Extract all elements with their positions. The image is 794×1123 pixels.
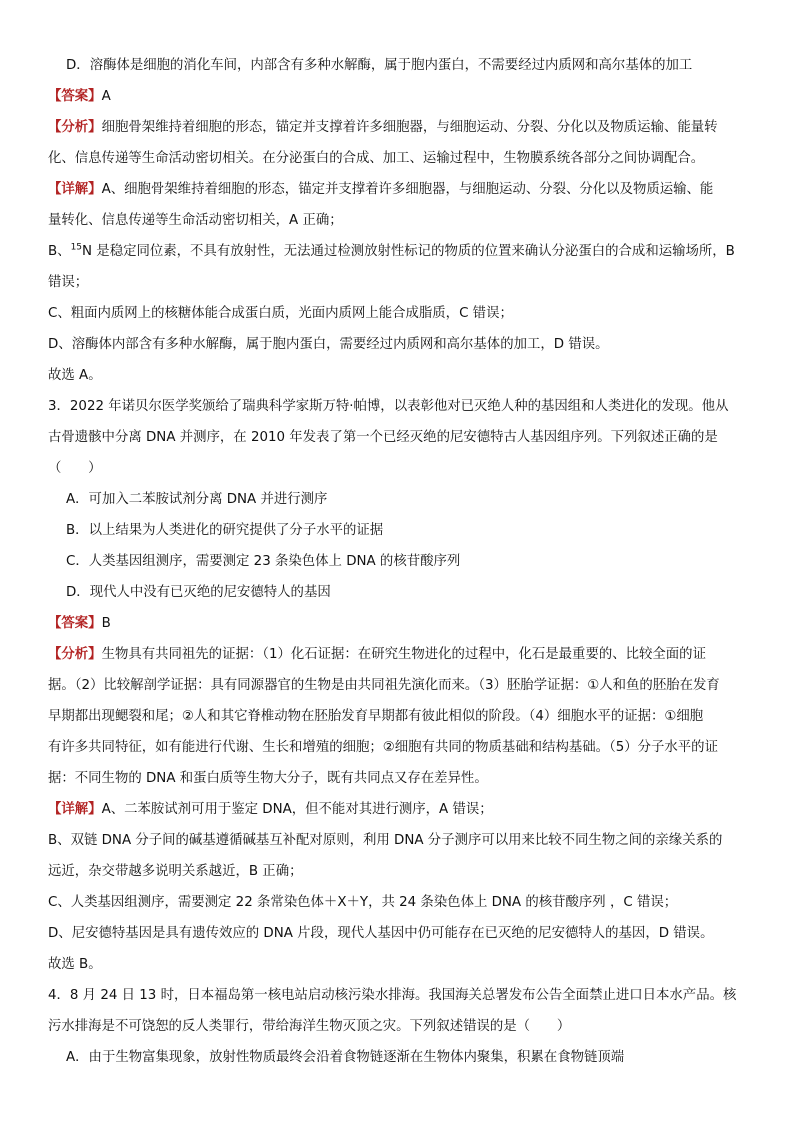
section-tag: 【详解】 xyxy=(48,182,102,197)
text-line xyxy=(48,267,762,298)
text-line xyxy=(48,205,762,236)
line-text: 古骨遗骸中分离 DNA 并测序，在 2010 年发表了第一个已经灭绝的尼安德特古人基因组序列。下列叙述正确的是 xyxy=(48,430,718,445)
text-line xyxy=(48,143,762,174)
line-text: B xyxy=(101,616,111,631)
text-line xyxy=(48,484,762,515)
line-text: 3．2022 年诺贝尔医学奖颁给了瑞典科学家斯万特·帕博，以表彰他对已灭绝人种的基因组和人类进化的发现。他从 xyxy=(48,399,729,414)
text-line xyxy=(48,50,762,81)
section-tag: 【答案】 xyxy=(48,616,102,631)
line-text: 化、信息传递等生命活动密切相关。在分泌蛋白的合成、加工、运输过程中，生物膜系统各部分之间协调配合。 xyxy=(48,151,705,166)
line-text: 污水排海是不可饶恕的反人类罪行，带给海洋生物灭顶之灾。下列叙述错误的是（ ） xyxy=(48,1019,571,1034)
document-page xyxy=(48,50,762,1073)
line-text: D．现代人中没有已灭绝的尼安德特人的基因 xyxy=(66,585,331,600)
line-text: A、二苯胺试剂可用于鉴定 DNA，但不能对其进行测序，A 错误； xyxy=(101,802,493,817)
line-text: 故选 A。 xyxy=(48,368,102,383)
line-text: 有许多共同特征，如有能进行代谢、生长和增殖的细胞；②细胞有共同的物质基础和结构基础。（5）分子水平的证 xyxy=(48,740,718,755)
text-line xyxy=(48,825,762,856)
line-text: A xyxy=(101,89,111,104)
line-text: A、细胞骨架维持着细胞的形态，锚定并支撑着许多细胞器，与细胞运动、分裂、分化以及物质运输、能 xyxy=(101,182,714,197)
section-tag: 【答案】 xyxy=(48,89,102,104)
text-line xyxy=(48,236,762,267)
line-text: 远近，杂交带越多说明关系越近，B 正确； xyxy=(48,864,303,879)
text-line xyxy=(48,1042,762,1073)
text-line xyxy=(48,112,762,143)
superscript: 15 xyxy=(70,242,83,253)
line-text: 量转化、信息传递等生命活动密切相关，A 正确； xyxy=(48,213,343,228)
text-line xyxy=(48,546,762,577)
text-line xyxy=(48,608,762,639)
text-line xyxy=(48,360,762,391)
section-tag: 【分析】 xyxy=(48,120,102,135)
text-line xyxy=(48,81,762,112)
text-line xyxy=(48,794,762,825)
text-line xyxy=(48,391,762,422)
text-line xyxy=(48,1011,762,1042)
section-tag: 【详解】 xyxy=(48,802,102,817)
line-text: C、人类基因组测序，需要测定 22 条常染色体＋X＋Y，共 24 条染色体上 DNA 的核苷酸序列 ，C 错误； xyxy=(48,895,678,910)
text-line xyxy=(48,670,762,701)
line-text: N 是稳定同位素，不具有放射性，无法通过检测放射性标记的物质的位置来确认分泌蛋白的合成和运输场所，B xyxy=(82,244,735,259)
text-line xyxy=(48,422,762,453)
text-line xyxy=(48,453,762,484)
line-text: 据：不同生物的 DNA 和蛋白质等生物大分子，既有共同点又存在差异性。 xyxy=(48,771,488,786)
text-line xyxy=(48,887,762,918)
line-text: B．以上结果为人类进化的研究提供了分子水平的证据 xyxy=(66,523,384,538)
text-line xyxy=(48,577,762,608)
line-text: 故选 B。 xyxy=(48,957,102,972)
text-line xyxy=(48,329,762,360)
text-line xyxy=(48,639,762,670)
text-line xyxy=(48,298,762,329)
line-text: A．由于生物富集现象，放射性物质最终会沿着食物链逐渐在生物体内聚集，积累在食物链顶端 xyxy=(66,1050,625,1065)
line-prefix: B、 xyxy=(48,244,71,259)
line-text: D、尼安德特基因是具有遗传效应的 DNA 片段，现代人基因中仍可能存在已灭绝的尼安德特人的基因，D 错误。 xyxy=(48,926,714,941)
line-text: C．人类基因组测序，需要测定 23 条染色体上 DNA 的核苷酸序列 xyxy=(66,554,461,569)
text-line xyxy=(48,856,762,887)
line-text: 4．8 月 24 日 13 时，日本福岛第一核电站启动核污染水排海。我国海关总署发布公告全面禁止进口日本水产品。核 xyxy=(48,988,737,1003)
text-line xyxy=(48,949,762,980)
line-text: 细胞骨架维持着细胞的形态，锚定并支撑着许多细胞器，与细胞运动、分裂、分化以及物质运输、能量转 xyxy=(101,120,718,135)
line-text: C、粗面内质网上的核糖体能合成蛋白质，光面内质网上能合成脂质，C 错误； xyxy=(48,306,513,321)
line-text: 生物具有共同祖先的证据：（1）化石证据：在研究生物进化的过程中，化石是最重要的、比较全面的证 xyxy=(101,647,706,662)
line-text: 错误； xyxy=(48,275,89,290)
line-text: A．可加入二苯胺试剂分离 DNA 并进行测序 xyxy=(66,492,328,507)
line-text: （ ） xyxy=(48,461,102,476)
text-line xyxy=(48,918,762,949)
line-text: 早期都出现鳃裂和尾；②人和其它脊椎动物在胚胎发育早期都有彼此相似的阶段。（4）细胞水平的证据：①细胞 xyxy=(48,709,704,724)
text-line xyxy=(48,763,762,794)
text-line xyxy=(48,980,762,1011)
line-text: 据。（2）比较解剖学证据：具有同源器官的生物是由共同祖先演化而来。（3）胚胎学证据：①人和鱼的胚胎在发育 xyxy=(48,678,720,693)
text-line xyxy=(48,701,762,732)
text-line xyxy=(48,732,762,763)
text-line xyxy=(48,515,762,546)
text-line xyxy=(48,174,762,205)
line-text: D、溶酶体内部含有多种水解酶，属于胞内蛋白，需要经过内质网和高尔基体的加工，D 错误。 xyxy=(48,337,609,352)
section-tag: 【分析】 xyxy=(48,647,102,662)
line-text: D．溶酶体是细胞的消化车间，内部含有多种水解酶，属于胞内蛋白，不需要经过内质网和高尔基体的加工 xyxy=(66,58,693,73)
line-text: B、双链 DNA 分子间的碱基遵循碱基互补配对原则，利用 DNA 分子测序可以用来比较不同生物之间的亲缘关系的 xyxy=(48,833,723,848)
